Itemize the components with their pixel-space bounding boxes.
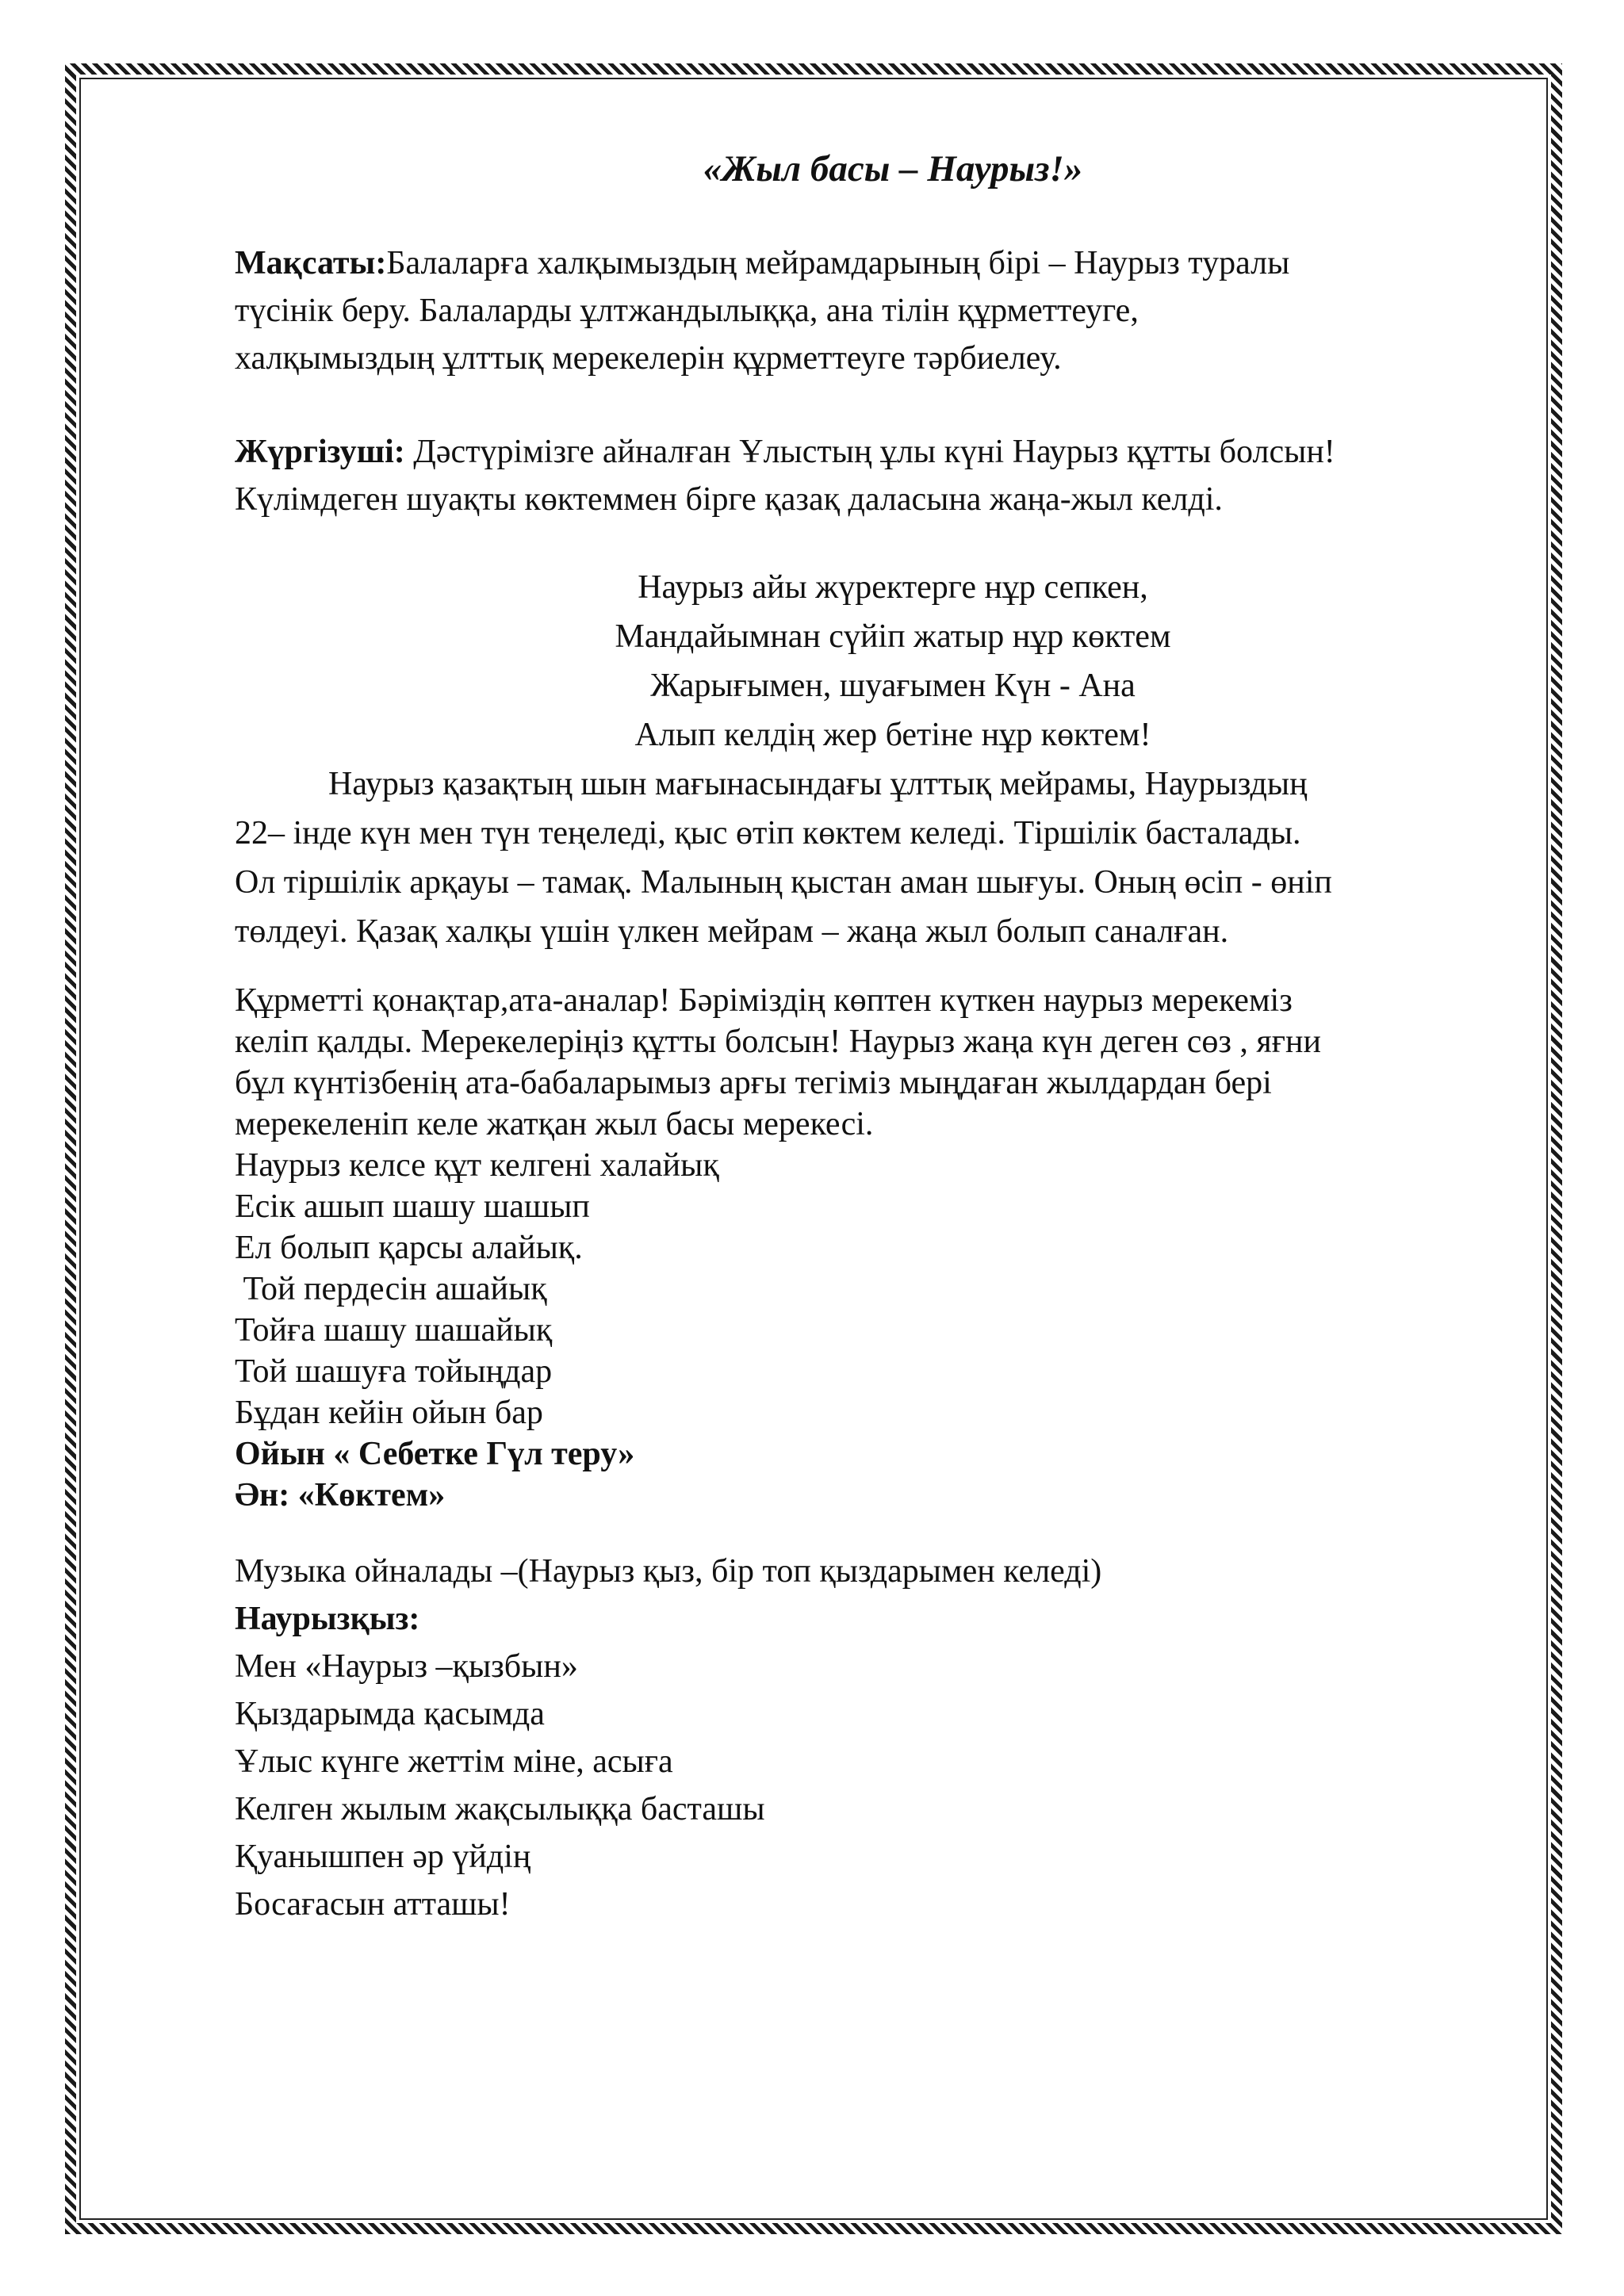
- host-line: Күлімдеген шуақты көктеммен бірге қазақ даласына жаңа-жыл келді.: [235, 481, 1223, 518]
- poem-line: Алып келдің жер бетіне нұр көктем!: [634, 717, 1151, 753]
- about-paragraph: [235, 760, 1519, 956]
- about-line: 22– інде күн мен түн теңеледі, қыс өтіп көктем келеді. Тіршілік басталады.: [235, 815, 1301, 851]
- greeting-line: Тойға шашу шашайық: [235, 1312, 553, 1349]
- game-heading: Ойын « Себетке Гүл теру»: [235, 1436, 635, 1472]
- nauryz-girl-label: Наурызқыз:: [235, 1601, 420, 1637]
- greeting-line: мерекеленіп келе жатқан жыл басы мерекесі.: [235, 1106, 874, 1142]
- goal-line: түсінік беру. Балаларды ұлтжандылыққа, ана тілін құрметтеуге,: [235, 293, 1139, 329]
- greeting-line: Наурыз келсе құт келгені халайық: [235, 1147, 719, 1184]
- host-paragraph: [235, 428, 1519, 523]
- host-line: Дәстүрімізге айналған Ұлыстың ұлы күні Наурыз құтты болсын!: [404, 434, 1335, 470]
- greeting-line: Есік ашып шашу шашып: [235, 1188, 590, 1225]
- nauryz-girl-line: Ұлыс күнге жеттім міне, асыға: [235, 1743, 673, 1780]
- song-heading: Ән: «Көктем»: [235, 1477, 446, 1513]
- greeting-block: [235, 980, 1519, 1516]
- greeting-line: Той шашуға тойыңдар: [235, 1353, 553, 1390]
- host-label: Жүргізуші:: [235, 434, 405, 470]
- about-line: Наурыз қазақтың шын мағынасындағы ұлттық мейрамы, Наурыздың: [328, 766, 1308, 802]
- goal-line: Балаларға халқымыздың мейрамдарының бірі – Наурыз туралы: [386, 245, 1290, 281]
- greeting-line: Той пердесін ашайық: [235, 1271, 547, 1307]
- goal-label: Мақсаты:: [235, 245, 387, 281]
- document-title: «Жыл басы – Наурыз!»: [703, 148, 1083, 189]
- goal-line: халқымыздың ұлттық мерекелерін құрметтеуге тәрбиелеу.: [235, 340, 1062, 377]
- nauryz-girl-line: Қуанышпен әр үйдің: [235, 1839, 531, 1875]
- nauryz-girl-line: Мен «Наурыз –қызбын»: [235, 1648, 578, 1685]
- greeting-line: Ел болып қарсы алайық.: [235, 1230, 583, 1266]
- poem-stanza: [235, 563, 1519, 760]
- music-note: Музыка ойналады –(Наурыз қыз, бір топ қыздарымен келеді): [235, 1553, 1102, 1590]
- document-body: [235, 147, 1519, 1928]
- about-line: Ол тіршілік арқауы – тамақ. Малының қыстан аман шығуы. Оның өсіп - өніп: [235, 864, 1332, 901]
- greeting-line: бұл күнтізбенің ата-бабаларымыз арғы тегіміз мыңдаған жылдардан бері: [235, 1065, 1272, 1101]
- nauryz-girl-line: Келген жылым жақсылыққа басташы: [235, 1791, 765, 1827]
- poem-line: Жарығымен, шуағымен Күн - Ана: [650, 668, 1136, 704]
- about-line: төлдеуі. Қазақ халқы үшін үлкен мейрам – жаңа жыл болып саналған.: [235, 913, 1229, 950]
- poem-line: Мандайымнан сүйіп жатыр нұр көктем: [615, 618, 1171, 655]
- nauryz-girl-line: Қыздарымда қасымда: [235, 1696, 545, 1732]
- poem-line: Наурыз айы жүректерге нұр сепкен,: [638, 569, 1148, 606]
- greeting-line: келіп қалды. Мерекелеріңіз құтты болсын! Наурыз жаңа күн деген сөз , яғни: [235, 1024, 1321, 1060]
- greeting-line: Бұдан кейін ойын бар: [235, 1395, 543, 1431]
- goal-paragraph: [235, 239, 1519, 382]
- music-note-block: [235, 1548, 1519, 1928]
- nauryz-girl-line: Босағасын атташы!: [235, 1886, 511, 1923]
- greeting-line: Құрметті қонақтар,ата-аналар! Бәріміздің көптен күткен наурыз мерекеміз: [235, 982, 1293, 1019]
